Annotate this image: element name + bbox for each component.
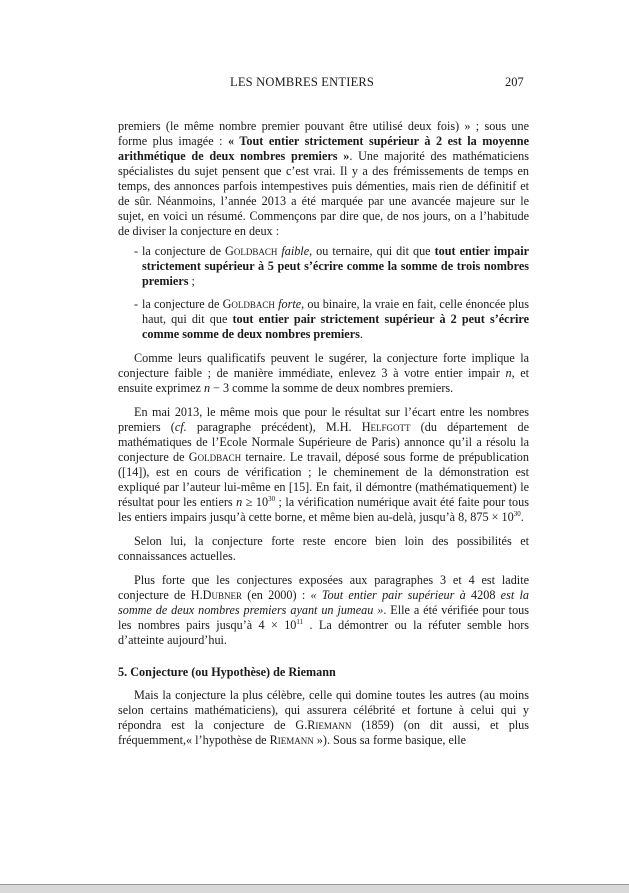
text-run: . <box>359 327 363 341</box>
text-run: , ou binaire, la vraie en fait, celle énoncée plus haut, qui dit que <box>142 297 530 326</box>
text-run: En mai 2013, le même mois que pour le résultat sur l’écart entre les nombres premiers ( <box>118 405 529 434</box>
text-run: la conjecture de <box>142 244 226 258</box>
exponent: 30 <box>513 510 521 518</box>
text-run: Mais la conjecture la plus célèbre, celle qui domine toutes les autres (au moins selon certains mathématiciens), qui assurera célébrité et fortune à celui qui y répondra est la conjecture de G. <box>118 688 529 732</box>
text-run: »). Sous sa forme basique, elle <box>313 733 467 747</box>
bold-statement: « Tout entier strictement supérieur à 2 est la moyenne arithmétique de deux nombres premiers » <box>118 134 529 163</box>
author-name: Goldbach <box>222 297 275 311</box>
text-run: Comme leurs qualificatifs peuvent le sugérer, la conjecture forte implique la conjecture faible ; de manière immédiate, enlevez 3 à votre entier impair <box>118 351 529 380</box>
emphasis: cf. <box>174 420 187 434</box>
text-run: ≥ 10 <box>242 495 269 509</box>
number: 4208 <box>471 588 496 602</box>
author-name: Goldbach <box>188 450 242 464</box>
text-run: paragraphe précédent), M.H. <box>186 420 362 434</box>
text-run: . <box>520 510 524 524</box>
exponent: 30 <box>268 495 276 503</box>
text-run: . La démontrer ou la réfuter semble hors d’atteinte aujourd’hui. <box>118 618 530 647</box>
text-run: ternaire. Le travail, déposé sous forme de prépublication ([14]), est en cours de vérification ; le cheminement de la démonstration est expliqué par l’auteur lui-même en [15]. En fait, il démontre (mathématiquement) le résultat pour les entiers <box>118 450 529 509</box>
author-name: Dubner <box>202 588 242 602</box>
author-name: Riemann <box>269 733 314 747</box>
paragraph-intro <box>118 119 529 239</box>
section-heading-riemann: 5. Conjecture (ou Hypothèse) de Riemann <box>118 665 336 679</box>
running-header-title: LES NOMBRES ENTIERS <box>230 75 375 89</box>
paragraph-implication <box>118 351 529 396</box>
text-run: Plus forte que les conjectures exposées aux paragraphes 3 et 4 est ladite conjecture de H. <box>118 573 529 602</box>
paragraph-dubner <box>118 573 529 648</box>
italic-statement: est la somme de deux nombres premiers ayant un jumeau » <box>118 588 529 617</box>
paragraph-helfgott <box>118 405 529 525</box>
list-item-weak-conjecture <box>118 244 529 289</box>
list-item-strong-conjecture <box>118 297 529 342</box>
list-dash: - <box>134 297 139 311</box>
paragraph-strong-conjecture-status: Selon lui, la conjecture forte reste encore bien loin des possibilités et connaissances actuelles. <box>118 534 529 563</box>
list-dash: - <box>134 244 139 258</box>
bold-statement: tout entier impair strictement supérieur à 5 peut s’écrire comme la somme de trois nombres premiers <box>142 244 530 288</box>
emphasis: forte <box>278 297 302 311</box>
bold-statement: tout entier pair strictement supérieur à 2 peut s’écrire comme somme de deux nombres premiers <box>142 312 529 341</box>
text-run: (du département de mathématiques de l’Ecole Normale Supérieure de Paris) annonce qu’il a résolu la conjecture de <box>118 420 529 464</box>
text-run: − 3 comme la somme de deux nombres premiers. <box>210 381 454 395</box>
emphasis: faible <box>281 244 310 258</box>
italic-statement: « Tout entier pair supérieur à <box>310 588 472 602</box>
page-body <box>118 119 529 748</box>
author-name: Riemann <box>307 718 352 732</box>
text-run: premiers (le même nombre premier pouvant être utilisé deux fois) » ; sous une forme plus imagée : <box>118 119 529 148</box>
text-run: , et ensuite exprimez <box>118 366 529 395</box>
math-variable: n <box>505 366 512 380</box>
author-name: Helfgott <box>361 420 411 434</box>
text-run: . Elle a été vérifiée pour tous les nombres pairs jusqu’à 4 × 10 <box>118 603 530 632</box>
author-name: Goldbach <box>225 244 278 258</box>
text-run: . Une majorité des mathématiciens spécialistes du sujet pensent que c’est vrai. Il y a des frémissements de temps en temps, des annonces parfois intempestives puis démenties, mais rien de définitif et de sûr. Néanmoins, l’année 2013 a été marquée par une avancée majeure sur le sujet, en voici un résumé. Commençons par dire que, de nos jours, on a l’habitude de diviser la conjecture en deux : <box>118 149 529 238</box>
math-variable: n <box>203 381 211 395</box>
text-run: (en 2000) : <box>241 588 311 602</box>
text-run: ; <box>188 274 195 288</box>
page-number: 207 <box>505 75 524 89</box>
math-variable: n <box>236 495 243 509</box>
text-run: la conjecture de <box>142 297 223 311</box>
text-run: ; la vérification numérique avait été faite pour tous les entiers impairs jusqu’à cette borne, et même bien au-delà, jusqu’à 8, 875 × 10 <box>118 495 529 524</box>
exponent: 11 <box>296 618 304 626</box>
text-run: , ou ternaire, qui dit que <box>309 244 435 258</box>
conjecture-list <box>118 244 529 342</box>
paragraph-riemann <box>118 688 529 748</box>
text-run: (1859) (on dit aussi, et plus fréquemment,« l’hypothèse de <box>118 718 530 747</box>
